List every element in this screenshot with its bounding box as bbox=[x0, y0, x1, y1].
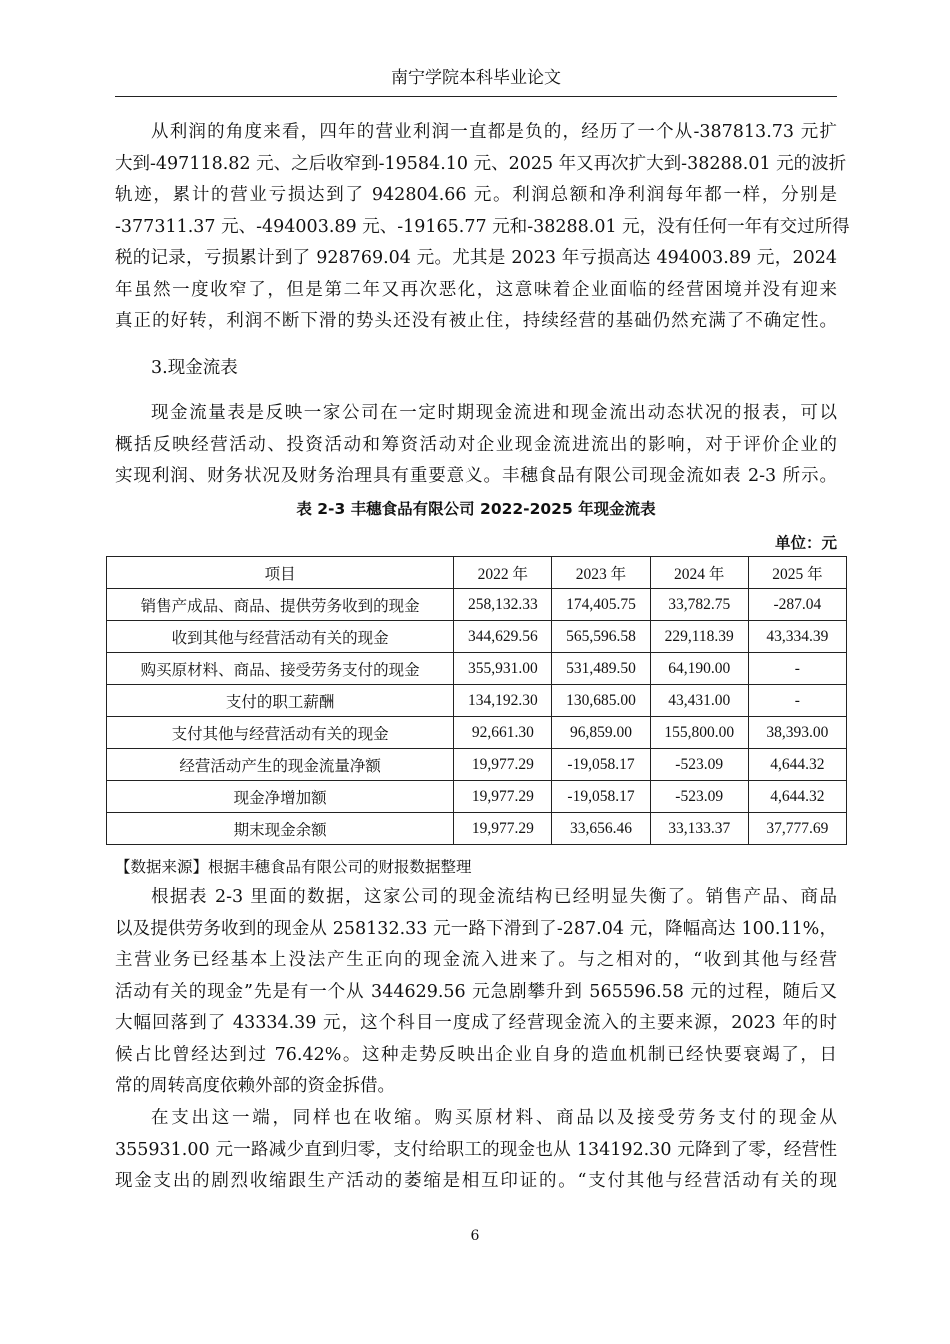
table-cell-item: 期末现金余额 bbox=[107, 813, 454, 845]
cashflow-table bbox=[106, 556, 847, 845]
unit-label: 单位：元 bbox=[774, 534, 837, 552]
paragraph-cashflow-structure bbox=[115, 882, 837, 1103]
paragraph-line: 355931.00 元一路减少直到归零，支付给职工的现金也从 134192.30 元降到了零，经营性 bbox=[115, 1139, 837, 1160]
table-row bbox=[107, 621, 847, 653]
page-header: 南宁学院本科毕业论文 bbox=[115, 66, 837, 97]
table-cell-value: 64,190.00 bbox=[650, 653, 748, 685]
table-row bbox=[107, 813, 847, 845]
table-cell-value: -19,058.17 bbox=[552, 749, 650, 781]
table-cell-value: 344,629.56 bbox=[454, 621, 552, 653]
table-cell-value: 37,777.69 bbox=[748, 813, 846, 845]
paragraph-cashflow-intro bbox=[115, 398, 837, 493]
header-2022: 2022 年 bbox=[454, 557, 552, 589]
paragraph-line: 候占比曾经达到过 76.42%。这种走势反映出企业自身的造血机制已经快要衰竭了，日 bbox=[115, 1044, 837, 1065]
table-cell-item: 经营活动产生的现金流量净额 bbox=[107, 749, 454, 781]
table-cell-item: 购买原材料、商品、接受劳务支付的现金 bbox=[107, 653, 454, 685]
table-cell-value: 4,644.32 bbox=[748, 749, 846, 781]
table-cell-value: 38,393.00 bbox=[748, 717, 846, 749]
table-row bbox=[107, 653, 847, 685]
table-cell-value: 19,977.29 bbox=[454, 781, 552, 813]
paragraph-line: 活动有关的现金”先是有一个从 344629.56 元急剧攀升到 565596.58 元的过程，随后又 bbox=[115, 981, 837, 1002]
table-cell-value: 155,800.00 bbox=[650, 717, 748, 749]
table-cell-value: 33,133.37 bbox=[650, 813, 748, 845]
paragraph-line: 根据表 2-3 里面的数据，这家公司的现金流结构已经明显失衡了。销售产品、商品 bbox=[151, 887, 837, 907]
paragraph-line: 概括反映经营活动、投资活动和筹资活动对企业现金流进流出的影响，对于评价企业的 bbox=[115, 434, 837, 455]
page-number: 6 bbox=[470, 1228, 480, 1244]
header-item: 项目 bbox=[107, 557, 454, 589]
table-cell-value: - bbox=[748, 685, 846, 717]
paragraph-line: 现金支出的剧烈收缩跟生产活动的萎缩是相互印证的。“支付其他与经营活动有关的现 bbox=[115, 1171, 837, 1191]
table-cell-value: 229,118.39 bbox=[650, 621, 748, 653]
table-cell-value: 258,132.33 bbox=[454, 589, 552, 621]
paragraph-line: 从利润的角度来看，四年的营业利润一直都是负的，经历了一个从-387813.73 元扩 bbox=[151, 122, 837, 142]
paragraph-profit-analysis bbox=[115, 117, 850, 338]
table-row bbox=[107, 589, 847, 621]
table-cell-value: -523.09 bbox=[650, 781, 748, 813]
table-cell-value: 96,859.00 bbox=[552, 717, 650, 749]
table-cell-value: 130,685.00 bbox=[552, 685, 650, 717]
header-2024: 2024 年 bbox=[650, 557, 748, 589]
table-cell-value: 19,977.29 bbox=[454, 749, 552, 781]
paragraph-line: 现金流量表是反映一家公司在一定时期现金流进和现金流出动态状况的报表，可以 bbox=[151, 403, 837, 423]
paragraph-line: 在支出这一端，同样也在收缩。购买原材料、商品以及接受劳务支付的现金从 bbox=[151, 1108, 837, 1128]
data-source-note: 【数据来源】根据丰穗食品有限公司的财报数据整理 bbox=[115, 858, 472, 876]
paragraph-line: 真正的好转，利润不断下滑的势头还没有被止住，持续经营的基础仍然充满了不确定性。 bbox=[115, 311, 837, 331]
paragraph-cashflow-outflow bbox=[115, 1103, 837, 1198]
paragraph-line: 常的周转高度依赖外部的资金拆借。 bbox=[115, 1076, 395, 1096]
table-cell-value: 174,405.75 bbox=[552, 589, 650, 621]
table-cell-value: 134,192.30 bbox=[454, 685, 552, 717]
table-cell-value: -523.09 bbox=[650, 749, 748, 781]
header-2023: 2023 年 bbox=[552, 557, 650, 589]
table-cell-value: 565,596.58 bbox=[552, 621, 650, 653]
paragraph-line: 年虽然一度收窄了，但是第二年又再次恶化，这意味着企业面临的经营困境并没有迎来 bbox=[115, 279, 837, 300]
paragraph-line: 轨迹，累计的营业亏损达到了 942804.66 元。利润总额和净利润每年都一样，分别是 bbox=[115, 185, 837, 205]
table-cell-value: 43,431.00 bbox=[650, 685, 748, 717]
table-header-row bbox=[107, 557, 847, 589]
paragraph-line: 实现利润、财务状况及财务治理具有重要意义。丰穗食品有限公司现金流如表 2-3 所示。 bbox=[115, 466, 837, 486]
table-cell-item: 销售产成品、商品、提供劳务收到的现金 bbox=[107, 589, 454, 621]
table-cell-value: 33,782.75 bbox=[650, 589, 748, 621]
table-cell-value: 19,977.29 bbox=[454, 813, 552, 845]
table-cell-value: - bbox=[748, 653, 846, 685]
table-row bbox=[107, 749, 847, 781]
table-cell-value: -19,058.17 bbox=[552, 781, 650, 813]
paragraph-line: 主营业务已经基本上没法产生正向的现金流入进来了。与之相对的，“收到其他与经营 bbox=[115, 950, 837, 970]
table-row bbox=[107, 781, 847, 813]
table-row bbox=[107, 717, 847, 749]
table-cell-value: 531,489.50 bbox=[552, 653, 650, 685]
paragraph-line: -377311.37 元、-494003.89 元、-19165.77 元和-38288.01 元，没有任何一年有交过所得 bbox=[115, 216, 850, 237]
table-cell-value: 43,334.39 bbox=[748, 621, 846, 653]
header-2025: 2025 年 bbox=[748, 557, 846, 589]
table-cell-item: 支付的职工薪酬 bbox=[107, 685, 454, 717]
table-cell-item: 现金净增加额 bbox=[107, 781, 454, 813]
table-caption: 表 2-3 丰穗食品有限公司 2022-2025 年现金流表 bbox=[296, 500, 656, 518]
section-title: 3.现金流表 bbox=[151, 358, 238, 378]
table-cell-value: 4,644.32 bbox=[748, 781, 846, 813]
paragraph-line: 税的记录，亏损累计到了 928769.04 元。尤其是 2023 年亏损高达 494003.89 元，2024 bbox=[115, 248, 837, 268]
paragraph-line: 大幅回落到了 43334.39 元，这个科目一度成了经营现金流入的主要来源，2023 年的时 bbox=[115, 1013, 837, 1033]
table-row bbox=[107, 685, 847, 717]
table-cell-item: 支付其他与经营活动有关的现金 bbox=[107, 717, 454, 749]
table-cell-value: 92,661.30 bbox=[454, 717, 552, 749]
paragraph-line: 大到-497118.82 元、之后收窄到-19584.10 元、2025 年又再次扩大到-38288.01 元的波折 bbox=[115, 153, 847, 174]
table-cell-item: 收到其他与经营活动有关的现金 bbox=[107, 621, 454, 653]
paragraph-line: 以及提供劳务收到的现金从 258132.33 元一路下滑到了-287.04 元，降幅高达 100.11%， bbox=[115, 918, 837, 939]
table-cell-value: 355,931.00 bbox=[454, 653, 552, 685]
table-cell-value: 33,656.46 bbox=[552, 813, 650, 845]
table-cell-value: -287.04 bbox=[748, 589, 846, 621]
